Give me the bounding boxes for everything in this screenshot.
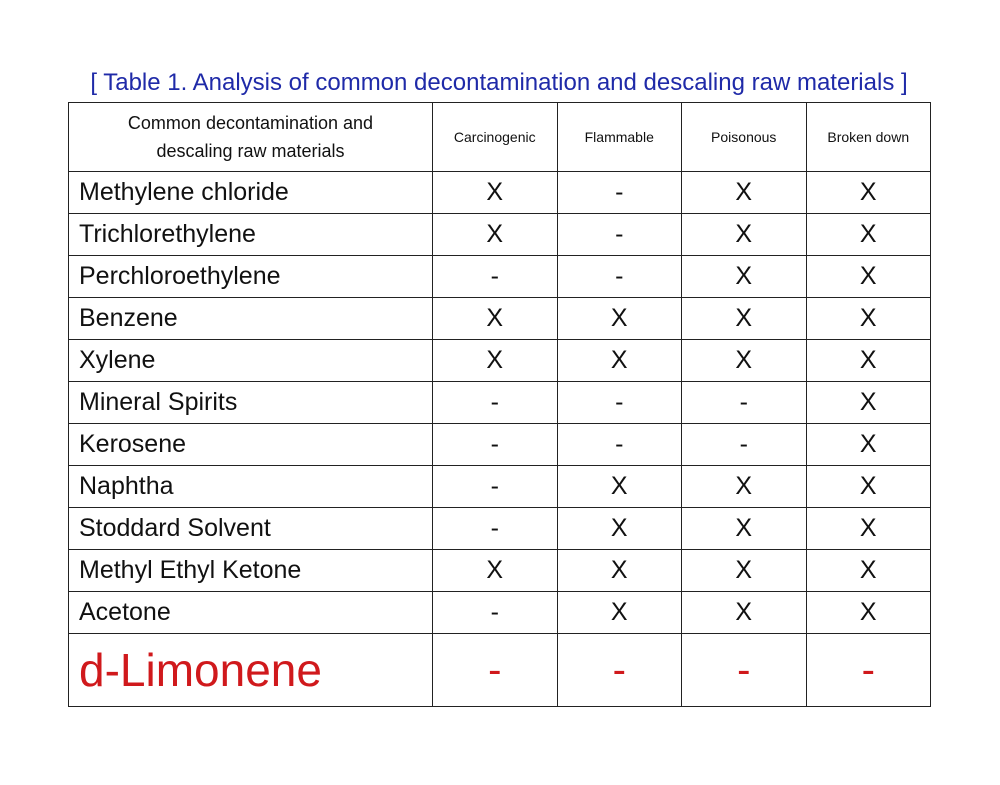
carcinogenic-cell: X [433,340,558,382]
material-name: Trichlorethylene [69,214,433,256]
table-row [69,340,931,382]
highlighted-material-name: d-Limonene [69,634,433,707]
broken-down-cell: X [806,424,931,466]
column-header-materials-line2: descaling raw materials [156,141,345,161]
carcinogenic-cell: - [433,466,558,508]
material-name: Mineral Spirits [69,382,433,424]
table-header-row [69,103,931,172]
table-row [69,550,931,592]
material-name: Perchloroethylene [69,256,433,298]
column-header-carcinogenic: Carcinogenic [433,103,558,172]
table-row [69,298,931,340]
broken-down-cell: X [806,340,931,382]
flammable-cell: - [557,172,682,214]
material-name: Benzene [69,298,433,340]
flammable-cell: - [557,382,682,424]
materials-table [68,102,931,707]
carcinogenic-cell: - [433,508,558,550]
poisonous-cell: X [682,256,807,298]
column-header-broken-down: Broken down [806,103,931,172]
carcinogenic-cell: - [433,382,558,424]
poisonous-cell: X [682,214,807,256]
poisonous-cell: X [682,298,807,340]
material-name: Methylene chloride [69,172,433,214]
flammable-cell: - [557,214,682,256]
column-header-materials [69,103,433,172]
poisonous-cell: X [682,340,807,382]
broken-down-cell: X [806,382,931,424]
poisonous-cell: X [682,172,807,214]
flammable-cell: X [557,508,682,550]
column-header-flammable: Flammable [557,103,682,172]
flammable-cell: - [557,256,682,298]
poisonous-cell: X [682,550,807,592]
broken-down-cell: X [806,298,931,340]
broken-down-cell: - [806,634,931,707]
poisonous-cell: - [682,634,807,707]
broken-down-cell: X [806,172,931,214]
broken-down-cell: X [806,592,931,634]
carcinogenic-cell: - [433,256,558,298]
table-row [69,172,931,214]
broken-down-cell: X [806,550,931,592]
carcinogenic-cell: X [433,550,558,592]
poisonous-cell: X [682,592,807,634]
poisonous-cell: - [682,424,807,466]
carcinogenic-cell: X [433,298,558,340]
material-name: Methyl Ethyl Ketone [69,550,433,592]
column-header-poisonous: Poisonous [682,103,807,172]
carcinogenic-cell: - [433,424,558,466]
flammable-cell: X [557,550,682,592]
carcinogenic-cell: X [433,172,558,214]
column-header-materials-line1: Common decontamination and [127,113,374,133]
flammable-cell: X [557,592,682,634]
material-name: Xylene [69,340,433,382]
poisonous-cell: X [682,466,807,508]
broken-down-cell: X [806,214,931,256]
table-title: [ Table 1. Analysis of common decontamination and descaling raw materials ] [90,69,908,96]
carcinogenic-cell: - [433,634,558,707]
carcinogenic-cell: - [433,592,558,634]
table-row [69,592,931,634]
table-row [69,382,931,424]
material-name: Acetone [69,592,433,634]
poisonous-cell: - [682,382,807,424]
flammable-cell: X [557,340,682,382]
table-row [69,214,931,256]
flammable-cell: X [557,466,682,508]
material-name: Kerosene [69,424,433,466]
poisonous-cell: X [682,508,807,550]
material-name: Stoddard Solvent [69,508,433,550]
broken-down-cell: X [806,466,931,508]
table-row [69,466,931,508]
table-row [69,256,931,298]
broken-down-cell: X [806,256,931,298]
flammable-cell: - [557,424,682,466]
flammable-cell: X [557,298,682,340]
table-row [69,508,931,550]
flammable-cell: - [557,634,682,707]
carcinogenic-cell: X [433,214,558,256]
table-row [69,424,931,466]
highlighted-table-row [69,634,931,707]
broken-down-cell: X [806,508,931,550]
material-name: Naphtha [69,466,433,508]
